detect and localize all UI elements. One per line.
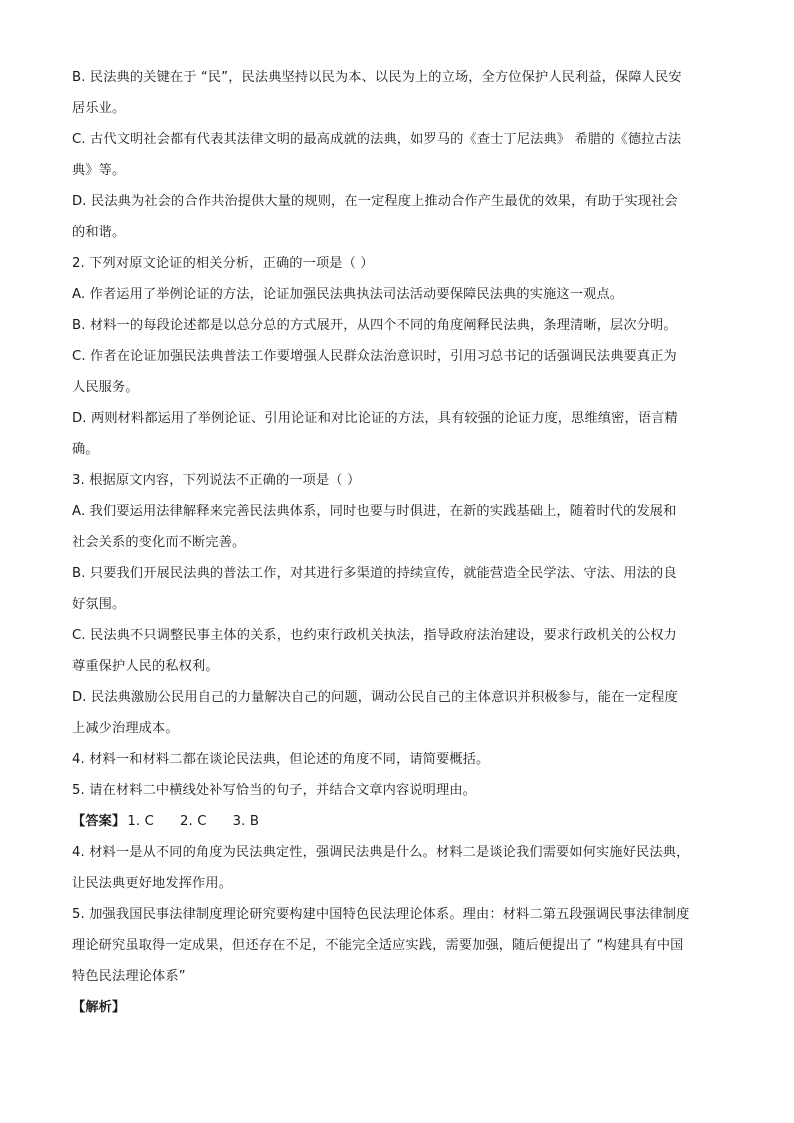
text-line: 社会关系的变化而不断完善。 bbox=[72, 535, 246, 550]
text-line: B. 材料一的每段论述都是以总分总的方式展开，从四个不同的角度阐释民法典，条理清晰，层次分明。 bbox=[72, 318, 677, 333]
answer-line bbox=[72, 806, 722, 837]
text-line: C. 民法典不只调整民事主体的关系，也约束行政机关执法，指导政府法治建设，要求行政机关的公权力 bbox=[72, 628, 677, 643]
text-line: 的和谐。 bbox=[72, 225, 126, 240]
text-line: 尊重保护人民的私权利。 bbox=[72, 659, 219, 674]
text-line: 人民服务。 bbox=[72, 380, 139, 395]
text-line: 上减少治理成本。 bbox=[72, 721, 179, 736]
answer-text-line: 理论研究虽取得一定成果，但还存在不足，不能完全适应实践，需要加强，随后便提出了 “构建具有中国 bbox=[72, 938, 684, 953]
text-line: D. 民法典为社会的合作共治提供大量的规则，在一定程度上推动合作产生最优的效果，有助于实现社会 bbox=[72, 194, 678, 209]
answer-text: 1. C 2. C 3. B bbox=[127, 814, 260, 829]
text-line: C. 古代文明社会都有代表其法律文明的最高成就的法典，如罗马的《查士丁尼法典》 希腊的《德拉古法 bbox=[72, 132, 682, 147]
answer-text-line: 5. 加强我国民事法律制度理论研究要构建中国特色民法理论体系。理由：材料二第五段强调民事法律制度 bbox=[72, 907, 690, 922]
text-line: A. 作者运用了举例论证的方法，论证加强民法典执法司法活动要保障民法典的实施这一观点。 bbox=[72, 287, 624, 302]
document-body bbox=[72, 62, 722, 1023]
question-4: 4. 材料一和材料二都在谈论民法典，但论述的角度不同，请简要概括。 bbox=[72, 752, 490, 767]
answer-text-line: 让民法典更好地发挥作用。 bbox=[72, 876, 233, 891]
question-5: 5. 请在材料二中横线处补写恰当的句子，并结合文章内容说明理由。 bbox=[72, 783, 477, 798]
text-line: B. 只要我们开展民法典的普法工作，对其进行多渠道的持续宣传，就能营造全民学法、守法、用法的良 bbox=[72, 566, 677, 581]
text-line: C. 作者在论证加强民法典普法工作要增强人民群众法治意识时，引用习总书记的话强调民法典要真正为 bbox=[72, 349, 677, 364]
answer-text-line: 特色民法理论体系” bbox=[72, 969, 186, 984]
text-line: 好氛围。 bbox=[72, 597, 126, 612]
text-line: B. 民法典的关键在于 “民”，民法典坚持以民为本、以民为上的立场，全方位保护人民利益，保障人民安 bbox=[72, 70, 682, 85]
analysis-tag: 【解析】 bbox=[72, 1000, 126, 1015]
answer-text-line: 4. 材料一是从不同的角度为民法典定性，强调民法典是什么。材料二是谈论我们需要如何实施好民法典， bbox=[72, 845, 690, 860]
answer-tag: 【答案】 bbox=[72, 814, 126, 829]
text-line: A. 我们要运用法律解释来完善民法典体系，同时也要与时俱进，在新的实践基础上，随着时代的发展和 bbox=[72, 504, 677, 519]
question-2: 2. 下列对原文论证的相关分析，正确的一项是（ ） bbox=[72, 256, 374, 271]
text-line: 居乐业。 bbox=[72, 101, 126, 116]
text-line: D. 民法典激励公民用自己的力量解决自己的问题，调动公民自己的主体意识并积极参与，能在一定程度 bbox=[72, 690, 678, 705]
question-3: 3. 根据原文内容，下列说法不正确的一项是（ ） bbox=[72, 473, 361, 488]
text-line: 典》等。 bbox=[72, 163, 126, 178]
text-line: 确。 bbox=[72, 442, 99, 457]
text-line: D. 两则材料都运用了举例论证、引用论证和对比论证的方法，具有较强的论证力度，思维缜密，语言精 bbox=[72, 411, 678, 426]
